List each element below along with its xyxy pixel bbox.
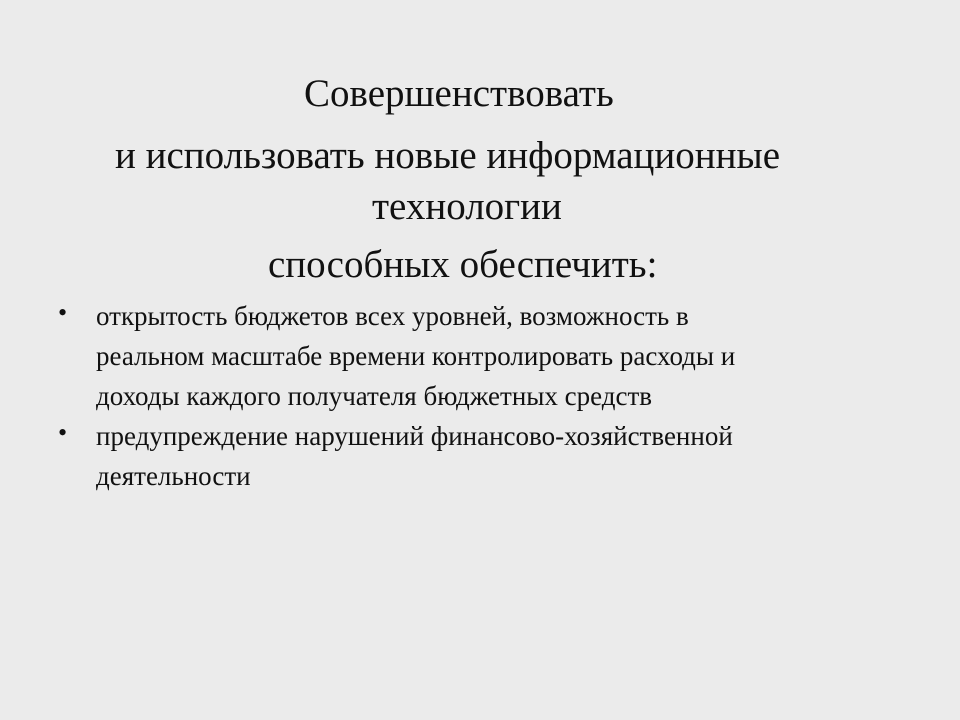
slide-title-line-1: Совершенствовать <box>304 72 614 115</box>
slide-title-line-2: и использовать новые информационные <box>115 134 781 177</box>
bullet-text-line: доходы каждого получателя бюджетных средств <box>96 381 653 411</box>
bullet-marker: • <box>58 418 68 447</box>
bullet-text <box>96 416 733 496</box>
bullet-text-line: открытость бюджетов всех уровней, возможность в <box>96 301 689 331</box>
slide-title-line-4: способных обеспечить: <box>268 243 658 286</box>
slide-title-line-3: технологии <box>372 185 562 228</box>
bullet-text-line: деятельности <box>96 461 251 491</box>
bullet-text <box>96 296 735 416</box>
bullet-text-line: предупреждение нарушений финансово-хозяйственной <box>96 421 733 451</box>
bullet-marker: • <box>58 298 68 327</box>
bullet-text-line: реальном масштабе времени контролировать расходы и <box>96 341 736 371</box>
